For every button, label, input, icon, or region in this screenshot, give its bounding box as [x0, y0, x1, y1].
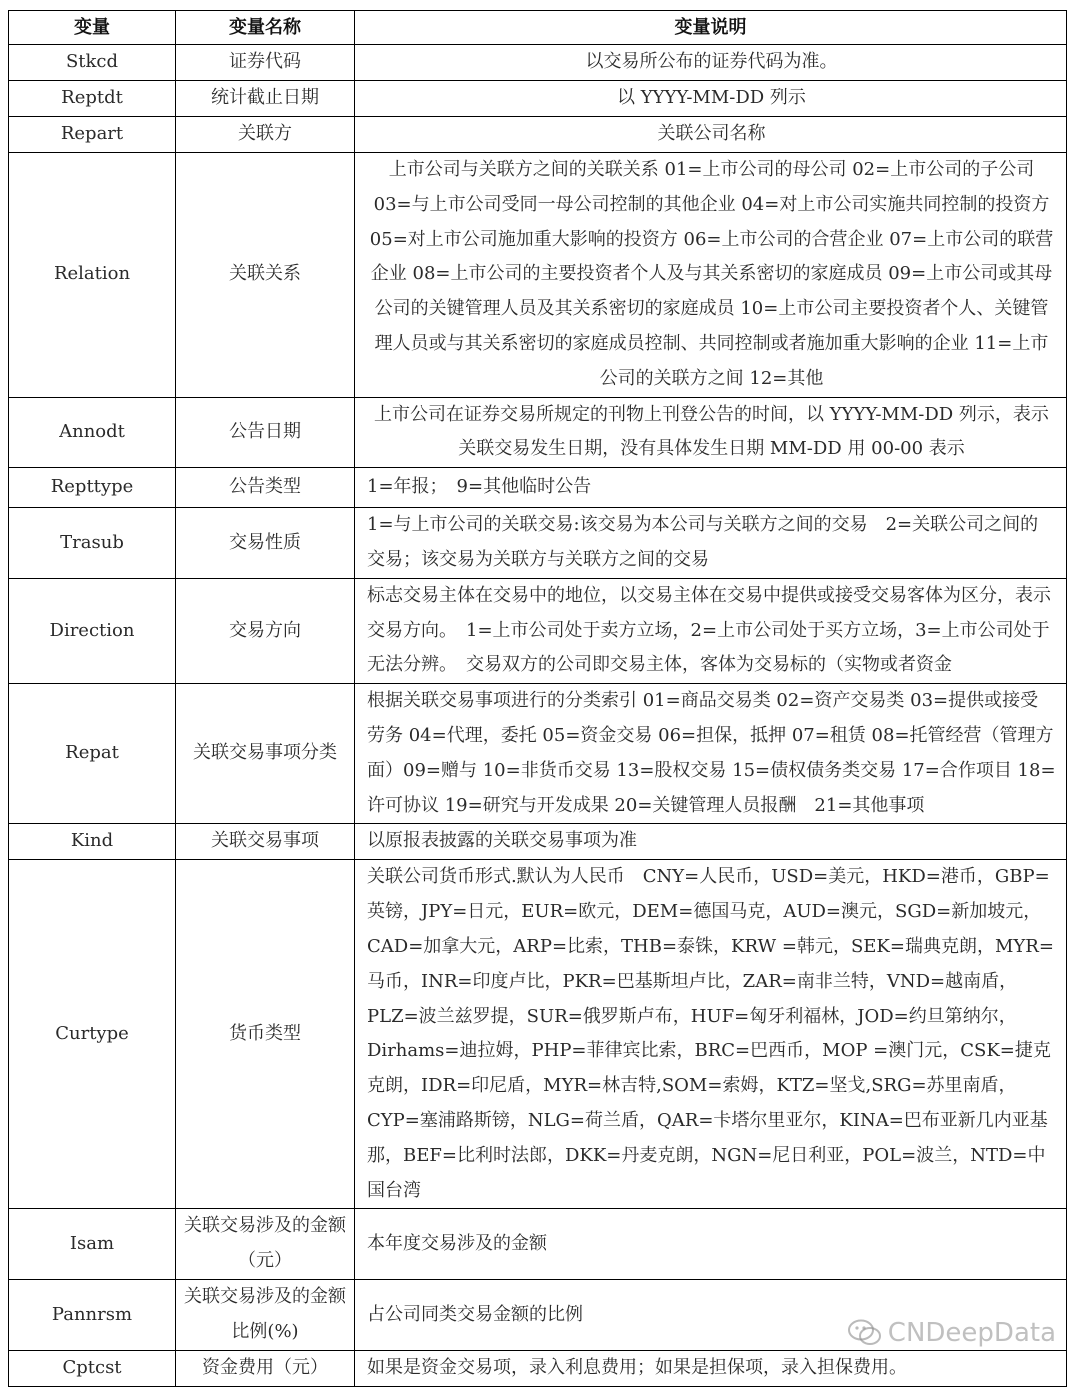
cell-variable: Cptcst — [9, 1350, 176, 1386]
variable-table — [8, 10, 1067, 1387]
cell-description: 关联公司货币形式.默认为人民币 CNY=人民币，USD=美元，HKD=港币，GBP=英镑，JPY=日元，EUR=欧元，DEM=德国马克，AUD=澳元，SGD=新加坡元，CAD=加拿大元，ARP=比索，THB=泰铢，KRW =韩元，SEK=瑞典克朗，MYR=马币，INR=印度卢比，PKR=巴基斯坦卢比，ZAR=南非兰特，VND=越南盾，PLZ=波兰兹罗提，SUR=俄罗斯卢布，HUF=匈牙利福林，JOD=约旦第纳尔，Dirhams=迪拉姆，PHP=菲律宾比索，BRC=巴西币，MOP =澳门元，CSK=捷克克朗，IDR=印尼盾，MYR=林吉特,SOM=索姆，KTZ=坚戈,SRG=苏里南盾，CYP=塞浦路斯镑，NLG=荷兰盾，QAR=卡塔尔里亚尔，KINA=巴布亚新几内亚基那，BEF=比利时法郎，DKK=丹麦克朗，NGN=尼日利亚，POL=波兰，NTD=中国台湾 — [355, 860, 1067, 1209]
cell-description: 如果是资金交易项，录入利息费用；如果是担保项，录入担保费用。 — [355, 1350, 1067, 1386]
cell-name: 资金费用（元） — [176, 1350, 355, 1386]
cell-description: 1=与上市公司的关联交易:该交易为本公司与关联方之间的交易 2=关联公司之间的交易；该交易为关联方与关联方之间的交易 — [355, 508, 1067, 579]
header-variable-description: 变量说明 — [355, 11, 1067, 45]
cell-description: 关联公司名称 — [355, 117, 1067, 153]
cell-name: 关联交易涉及的金额（元） — [176, 1209, 355, 1280]
cell-variable: Kind — [9, 824, 176, 860]
header-variable-name: 变量名称 — [176, 11, 355, 45]
cell-variable: Isam — [9, 1209, 176, 1280]
cell-variable: Trasub — [9, 508, 176, 579]
cell-variable: Direction — [9, 578, 176, 683]
wechat-icon — [848, 1319, 882, 1347]
cell-variable: Reptdt — [9, 81, 176, 117]
cell-name: 交易性质 — [176, 508, 355, 579]
table-row-isam — [9, 1209, 1067, 1280]
cell-variable: Relation — [9, 153, 176, 398]
cell-description: 标志交易主体在交易中的地位，以交易主体在交易中提供或接受交易客体为区分，表示交易方向。 1=上市公司处于卖方立场，2=上市公司处于买方立场，3=上市公司处于无法分辨。 交易双方的公司即交易主体，客体为交易标的（实物或者资金 — [355, 578, 1067, 683]
table-row-reptdt — [9, 81, 1067, 117]
cell-description: 上市公司与关联方之间的关联关系 01=上市公司的母公司 02=上市公司的子公司 03=与上市公司受同一母公司控制的其他企业 04=对上市公司实施共同控制的投资方 05=对上市公司施加重大影响的投资方 06=上市公司的合营企业 07=上市公司的联营企业 08=上市公司的主要投资者个人及与其关系密切的家庭成员 09=上市公司或其母公司的关键管理人员及其关系密切的家庭成员 10=上市公司主要投资者个人、关键管理人员或与其关系密切的家庭成员控制、共同控制或者施加重大影响的企业 11=上市公司的关联方之间 12=其他 — [355, 153, 1067, 398]
watermark — [848, 1318, 1056, 1348]
table-row-direction — [9, 578, 1067, 683]
cell-name: 关联关系 — [176, 153, 355, 398]
cell-name: 货币类型 — [176, 860, 355, 1209]
table-row-curtype — [9, 860, 1067, 1209]
cell-name: 关联交易事项分类 — [176, 684, 355, 824]
cell-description: 以交易所公布的证券代码为准。 — [355, 45, 1067, 81]
cell-variable: Pannrsm — [9, 1279, 176, 1350]
cell-name: 关联交易事项 — [176, 824, 355, 860]
cell-name: 交易方向 — [176, 578, 355, 683]
cell-variable: Curtype — [9, 860, 176, 1209]
cell-description: 以原报表披露的关联交易事项为准 — [355, 824, 1067, 860]
table-row-kind — [9, 824, 1067, 860]
table-row-cptcst — [9, 1350, 1067, 1386]
cell-name: 关联方 — [176, 117, 355, 153]
table-row-repart — [9, 117, 1067, 153]
cell-description: 根据关联交易事项进行的分类索引 01=商品交易类 02=资产交易类 03=提供或接受劳务 04=代理，委托 05=资金交易 06=担保，抵押 07=租赁 08=托管经营（管理方面）09=赠与 10=非货币交易 13=股权交易 15=债权债务类交易 17=合作项目 18=许可协议 19=研究与开发成果 20=关键管理人员报酬 21=其他事项 — [355, 684, 1067, 824]
table-row-trasub — [9, 508, 1067, 579]
cell-variable: Stkcd — [9, 45, 176, 81]
cell-name: 统计截止日期 — [176, 81, 355, 117]
cell-description: 本年度交易涉及的金额 — [355, 1209, 1067, 1280]
header-variable: 变量 — [9, 11, 176, 45]
cell-description: 1=年报； 9=其他临时公告 — [355, 468, 1067, 508]
header-row — [9, 11, 1067, 45]
cell-name: 证券代码 — [176, 45, 355, 81]
watermark-text: CNDeepData — [887, 1318, 1056, 1348]
table-row-relation — [9, 153, 1067, 398]
cell-variable: Repttype — [9, 468, 176, 508]
table-row-repttype — [9, 468, 1067, 508]
cell-description: 以 YYYY-MM-DD 列示 — [355, 81, 1067, 117]
cell-name: 关联交易涉及的金额比例(%) — [176, 1279, 355, 1350]
cell-name: 公告日期 — [176, 397, 355, 468]
table-row-repat — [9, 684, 1067, 824]
cell-variable: Repat — [9, 684, 176, 824]
cell-variable: Repart — [9, 117, 176, 153]
cell-name: 公告类型 — [176, 468, 355, 508]
cell-description: 上市公司在证券交易所规定的刊物上刊登公告的时间，以 YYYY-MM-DD 列示，表示关联交易发生日期，没有具体发生日期 MM-DD 用 00-00 表示 — [355, 397, 1067, 468]
table-row-stkcd — [9, 45, 1067, 81]
table-row-annodt — [9, 397, 1067, 468]
cell-variable: Annodt — [9, 397, 176, 468]
cell-description: 占公司同类交易金额的比例 — [355, 1279, 1067, 1350]
